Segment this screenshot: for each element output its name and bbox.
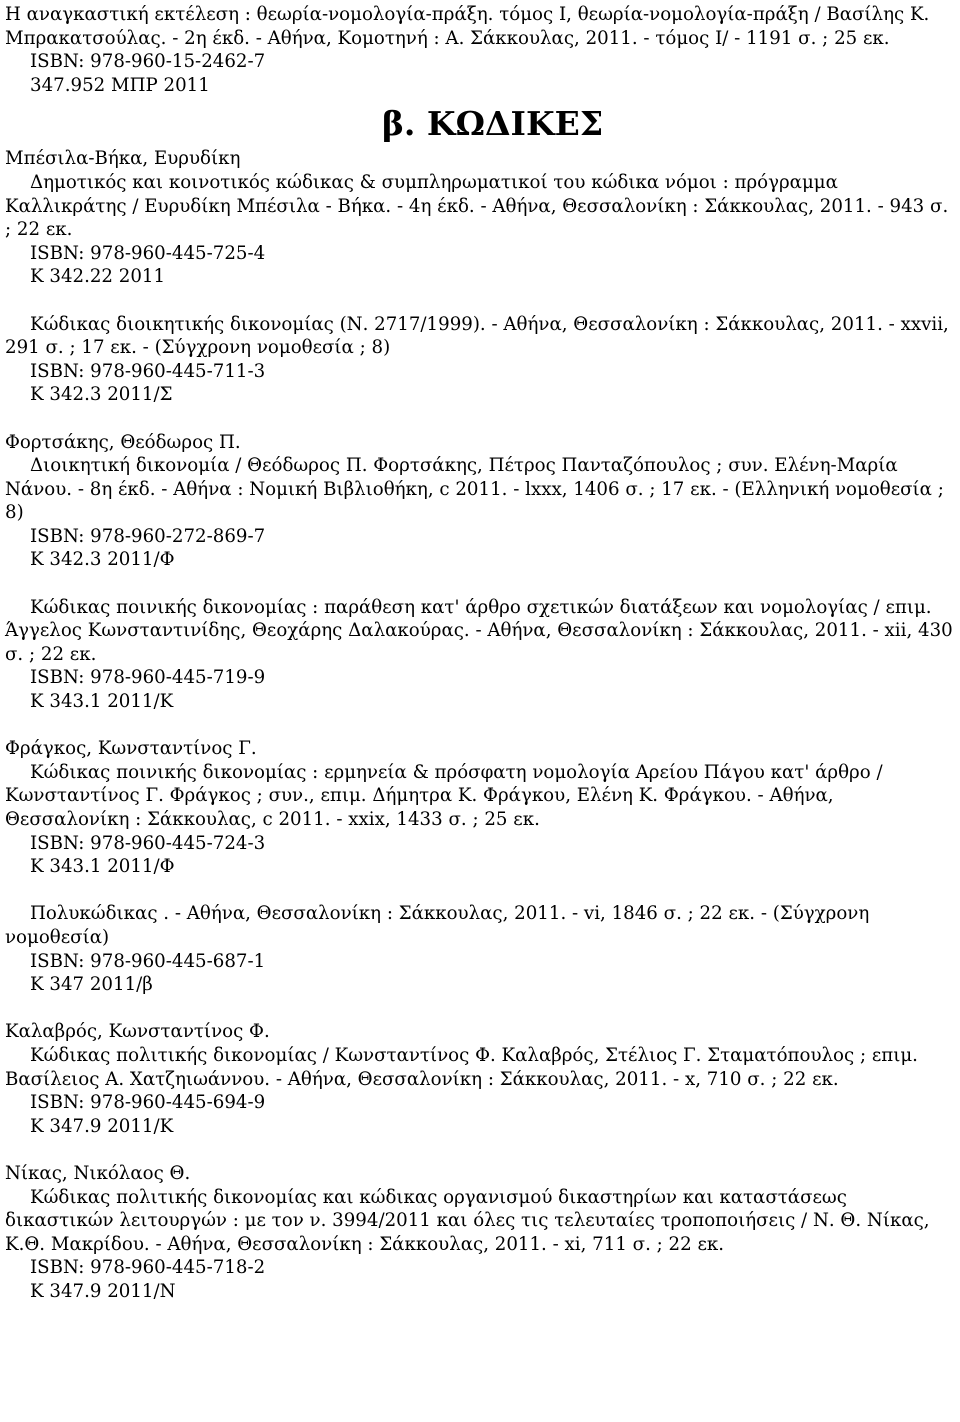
entry-author: Νίκας, Νικόλαος Θ. <box>5 1162 191 1184</box>
catalog-entry <box>5 902 955 996</box>
entry-description: Κώδικας ποινικής δικονομίας : παράθεση κατ' άρθρο σχετικών διατάξεων και νομολογίας / επιμ. Άγγελος Κωνσταντινίδης, Θεοχάρης Δαλακούρας. - Αθήνα, Θεσσαλονίκη : Σάκκουλας, 2011. - xii, 430 σ. ; 22 εκ. <box>5 596 953 665</box>
catalog-entry <box>5 3 955 97</box>
section-heading: β. ΚΩΔΙΚΕΣ <box>382 104 604 144</box>
entry-isbn: ISBN: 978-960-445-694-9 <box>30 1092 266 1114</box>
catalog-entry <box>5 1162 955 1304</box>
entry-description: Διοικητική δικονομία / Θεόδωρος Π. Φορτσάκης, Πέτρος Πανταζόπουλος ; συν. Ελένη-Μαρία Νάνου. - 8η έκδ. - Αθήνα : Νομική Βιβλιοθήκη, c 2011. - lxxx, 1406 σ. ; 17 εκ. - (Ελληνική νομοθεσία ; 8) <box>5 455 944 524</box>
entry-author: Φράγκος, Κωνσταντίνος Γ. <box>5 738 257 760</box>
entry-callnumber: Κ 343.1 2011/Φ <box>30 856 175 878</box>
entry-callnumber: Κ 343.1 2011/Κ <box>30 691 174 713</box>
entry-callnumber: Κ 342.3 2011/Σ <box>30 384 173 406</box>
catalog-page <box>5 3 955 1303</box>
entry-isbn: ISBN: 978-960-445-719-9 <box>30 667 266 689</box>
entry-isbn: ISBN: 978-960-445-718-2 <box>30 1257 266 1279</box>
entry-description: Κώδικας πολιτικής δικονομίας και κώδικας οργανισμού δικαστηρίων και καταστάσεως δικαστικών λειτουργών : με τον ν. 3994/2011 και όλες τις τελευταίες τροποποιήσεις / Ν. Θ. Νίκας, Κ.Θ. Μακρίδου. - Αθήνα, Θεσσαλονίκη : Σάκκουλας, 2011. - xi, 711 σ. ; 22 εκ. <box>5 1186 930 1255</box>
entry-separator <box>5 407 955 431</box>
entry-description: Η αναγκαστική εκτέλεση : θεωρία-νομολογία-πράξη. τόμος Ι, θεωρία-νομολογία-πράξη / Βασίλης Κ. Μπρακατσούλας. - 2η έκδ. - Αθήνα, Κομοτηνή : Α. Σάκκουλας, 2011. - τόμος Ι/ - 1191 σ. ; 25 εκ. <box>5 4 930 49</box>
entry-description: Δημοτικός και κοινοτικός κώδικας & συμπληρωματικοί του κώδικα νόμοι : πρόγραμμα Καλλικράτης / Ευρυδίκη Μπέσιλα - Βήκα. - 4η έκδ. - Αθήνα, Θεσσαλονίκη : Σάκκουλας, 2011. - 943 σ. ; 22 εκ. <box>5 171 949 241</box>
entry-separator <box>5 1138 955 1162</box>
entry-separator <box>5 879 955 903</box>
catalog-entry <box>5 596 955 714</box>
entry-callnumber: Κ 342.22 2011 <box>30 266 166 288</box>
entry-description: Κώδικας ποινικής δικονομίας : ερμηνεία & πρόσφατη νομολογία Αρείου Πάγου κατ' άρθρο / Κωνσταντίνος Γ. Φράγκος ; συν., επιμ. Δήμητρα Κ. Φράγκου, Ελένη Κ. Φράγκου. - Αθήνα, Θεσσαλονίκη : Σάκκουλας, c 2011. - xxix, 1433 σ. ; 25 εκ. <box>5 761 883 830</box>
entry-callnumber: Κ 342.3 2011/Φ <box>30 549 175 571</box>
entry-description: Κώδικας διοικητικής δικονομίας (Ν. 2717/1999). - Αθήνα, Θεσσαλονίκη : Σάκκουλας, 2011. - xxvii, 291 σ. ; 17 εκ. - (Σύγχρονη νομοθεσία ; 8) <box>5 313 949 359</box>
entry-isbn: ISBN: 978-960-445-687-1 <box>30 950 266 972</box>
catalog-entry <box>5 431 955 573</box>
entry-separator <box>5 714 955 738</box>
catalog-entry <box>5 737 955 879</box>
entry-description: Πολυκώδικας . - Αθήνα, Θεσσαλονίκη : Σάκκουλας, 2011. - vi, 1846 σ. ; 22 εκ. - (Σύγχρονη νομοθεσία) <box>5 903 870 948</box>
catalog-entry <box>5 1020 955 1138</box>
entry-isbn: ISBN: 978-960-272-869-7 <box>30 525 266 547</box>
catalog-entry <box>5 147 955 289</box>
entry-callnumber: Κ 347.9 2011/Κ <box>30 1115 174 1137</box>
entry-separator <box>5 289 955 313</box>
entry-callnumber: 347.952 ΜΠΡ 2011 <box>30 74 210 96</box>
entry-isbn: ISBN: 978-960-445-724-3 <box>30 832 266 854</box>
entry-isbn: ISBN: 978-960-445-711-3 <box>30 360 266 382</box>
catalog-entry <box>5 313 955 407</box>
entry-separator <box>5 572 955 596</box>
entry-separator <box>5 997 955 1021</box>
entry-author: Καλαβρός, Κωνσταντίνος Φ. <box>5 1021 270 1043</box>
entry-callnumber: Κ 347 2011/β <box>30 974 153 996</box>
entry-description: Κώδικας πολιτικής δικονομίας / Κωνσταντίνος Φ. Καλαβρός, Στέλιος Γ. Σταματόπουλος ; επιμ. Βασίλειος Α. Χατζηιωάννου. - Αθήνα, Θεσσαλονίκη : Σάκκουλας, 2011. - x, 710 σ. ; 22 εκ. <box>5 1044 918 1090</box>
entry-author: Φορτσάκης, Θεόδωρος Π. <box>5 431 241 453</box>
entry-isbn: ISBN: 978-960-15-2462-7 <box>30 51 266 73</box>
entry-isbn: ISBN: 978-960-445-725-4 <box>30 242 266 264</box>
entry-callnumber: Κ 347.9 2011/Ν <box>30 1280 176 1302</box>
entry-author: Μπέσιλα-Βήκα, Ευρυδίκη <box>5 148 241 170</box>
